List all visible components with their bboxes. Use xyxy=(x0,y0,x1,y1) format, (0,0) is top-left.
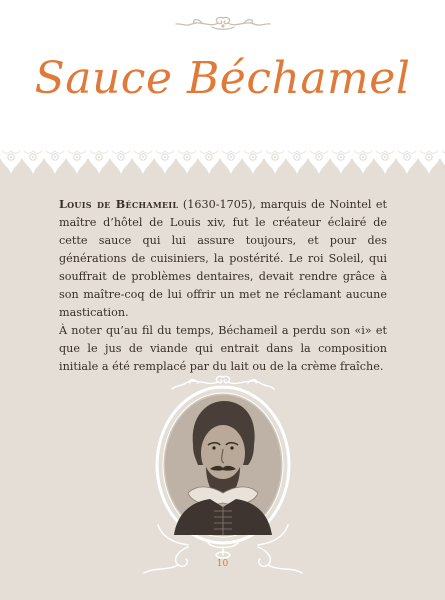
person-name: Louis de Béchameil xyxy=(59,197,179,211)
page-number: 10 xyxy=(216,559,229,569)
portrait-image xyxy=(165,395,281,535)
lace-border-ornament xyxy=(0,148,445,188)
page-title: Sauce Béchamel xyxy=(34,53,411,104)
portrait-oval-frame xyxy=(138,375,308,590)
paragraph-2: À noter qu’au fil du temps, Béchameil a perdu son «i» et que le jus de viande qui entrait dans la composition initiale a été remplacé par du lait ou de la crème fraîche. xyxy=(59,324,387,373)
paragraph-1 xyxy=(59,195,387,322)
body-text xyxy=(59,195,387,376)
top-flourish-ornament xyxy=(172,14,274,32)
paragraph-1-text: (1630-1705), marquis de Nointel et maître d’hôtel de Louis xiv, fut le créateur éclairé de cette sauce qui lui assure toujours, et pour des générations de cuisiniers, la postérité. Le roi Soleil, qui souffrait de problèmes dentaires, devait rendre grâce à son maître-coq de lui offrir un met ne réclamant aucune mastication. xyxy=(59,198,387,319)
